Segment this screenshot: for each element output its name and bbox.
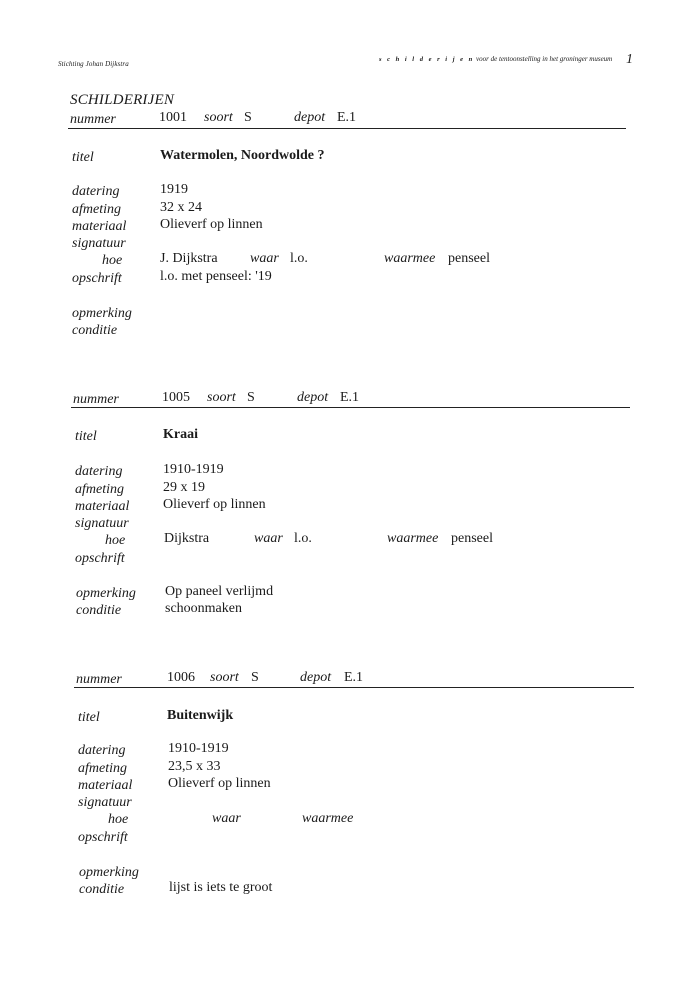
label-waarmee: waarmee [387, 531, 439, 546]
label-conditie: conditie [72, 323, 118, 338]
label-afmeting: afmeting [78, 761, 127, 776]
label-waarmee: waarmee [302, 811, 354, 826]
label-opmerking: opmerking [76, 586, 136, 601]
label-waar: waar [250, 251, 279, 266]
label-soort: soort [210, 670, 239, 685]
value-nummer: 1006 [167, 670, 195, 685]
label-titel: titel [72, 150, 94, 165]
label-opschrift: opschrift [78, 830, 128, 845]
label-hoe: hoe [102, 253, 123, 268]
record-rule [74, 687, 634, 688]
header-foundation-name: Stichting Johan Dijkstra [58, 60, 129, 68]
value-materiaal: Olieverf op linnen [168, 776, 271, 791]
value-materiaal: Olieverf op linnen [160, 217, 263, 232]
value-datering: 1910-1919 [168, 741, 229, 756]
label-conditie: conditie [79, 882, 125, 897]
value-waar: l.o. [294, 531, 312, 546]
value-titel: Watermolen, Noordwolde ? [160, 148, 325, 163]
value-conditie: lijst is iets te groot [169, 880, 273, 895]
value-depot: E.1 [337, 110, 357, 125]
label-afmeting: afmeting [75, 482, 124, 497]
label-nummer: nummer [70, 112, 116, 127]
label-nummer: nummer [73, 392, 119, 407]
value-nummer: 1005 [162, 390, 190, 405]
value-waar: l.o. [290, 251, 308, 266]
value-nummer: 1001 [159, 110, 187, 125]
value-soort: S [251, 670, 259, 685]
value-depot: E.1 [340, 390, 360, 405]
label-hoe: hoe [108, 812, 129, 827]
label-waarmee: waarmee [384, 251, 436, 266]
value-hoe: J. Dijkstra [160, 251, 218, 266]
value-opmerking: Op paneel verlijmd [165, 584, 274, 599]
label-signatuur: signatuur [78, 795, 132, 810]
header-subtitle: voor de tentoonstelling in het groninger museum [476, 55, 613, 63]
label-hoe: hoe [105, 533, 126, 548]
label-materiaal: materiaal [78, 778, 133, 793]
label-depot: depot [294, 110, 326, 125]
label-soort: soort [207, 390, 236, 405]
label-depot: depot [297, 390, 329, 405]
label-datering: datering [78, 743, 126, 758]
label-opschrift: opschrift [72, 271, 122, 286]
value-depot: E.1 [344, 670, 364, 685]
value-materiaal: Olieverf op linnen [163, 497, 266, 512]
value-datering: 1919 [160, 182, 188, 197]
value-datering: 1910-1919 [163, 462, 224, 477]
label-titel: titel [75, 429, 97, 444]
label-depot: depot [300, 670, 332, 685]
label-nummer: nummer [76, 672, 122, 687]
label-datering: datering [75, 464, 123, 479]
page-number: 1 [626, 52, 633, 67]
label-materiaal: materiaal [72, 219, 127, 234]
header-spaced-word: s c h i l d e r i j e n [378, 56, 475, 63]
label-datering: datering [72, 184, 120, 199]
value-conditie: schoonmaken [165, 601, 242, 616]
label-signatuur: signatuur [72, 236, 126, 251]
section-title: SCHILDERIJEN [70, 92, 175, 108]
label-waar: waar [254, 531, 283, 546]
label-conditie: conditie [76, 603, 122, 618]
value-opschrift: l.o. met penseel: '19 [160, 269, 272, 284]
value-titel: Buitenwijk [167, 708, 234, 723]
label-materiaal: materiaal [75, 499, 130, 514]
label-opschrift: opschrift [75, 551, 125, 566]
value-waarmee: penseel [451, 531, 493, 546]
label-soort: soort [204, 110, 233, 125]
label-afmeting: afmeting [72, 202, 121, 217]
value-hoe: Dijkstra [164, 531, 210, 546]
label-opmerking: opmerking [72, 306, 132, 321]
value-soort: S [244, 110, 252, 125]
value-afmeting: 23,5 x 33 [168, 759, 221, 774]
header-catalog-title [379, 52, 633, 68]
value-titel: Kraai [163, 427, 198, 442]
value-soort: S [247, 390, 255, 405]
value-afmeting: 32 x 24 [160, 200, 202, 215]
value-afmeting: 29 x 19 [163, 480, 205, 495]
label-waar: waar [212, 811, 241, 826]
label-opmerking: opmerking [79, 865, 139, 880]
label-signatuur: signatuur [75, 516, 129, 531]
record-rule [68, 128, 626, 129]
record-rule [71, 407, 630, 408]
value-waarmee: penseel [448, 251, 490, 266]
label-titel: titel [78, 710, 100, 725]
